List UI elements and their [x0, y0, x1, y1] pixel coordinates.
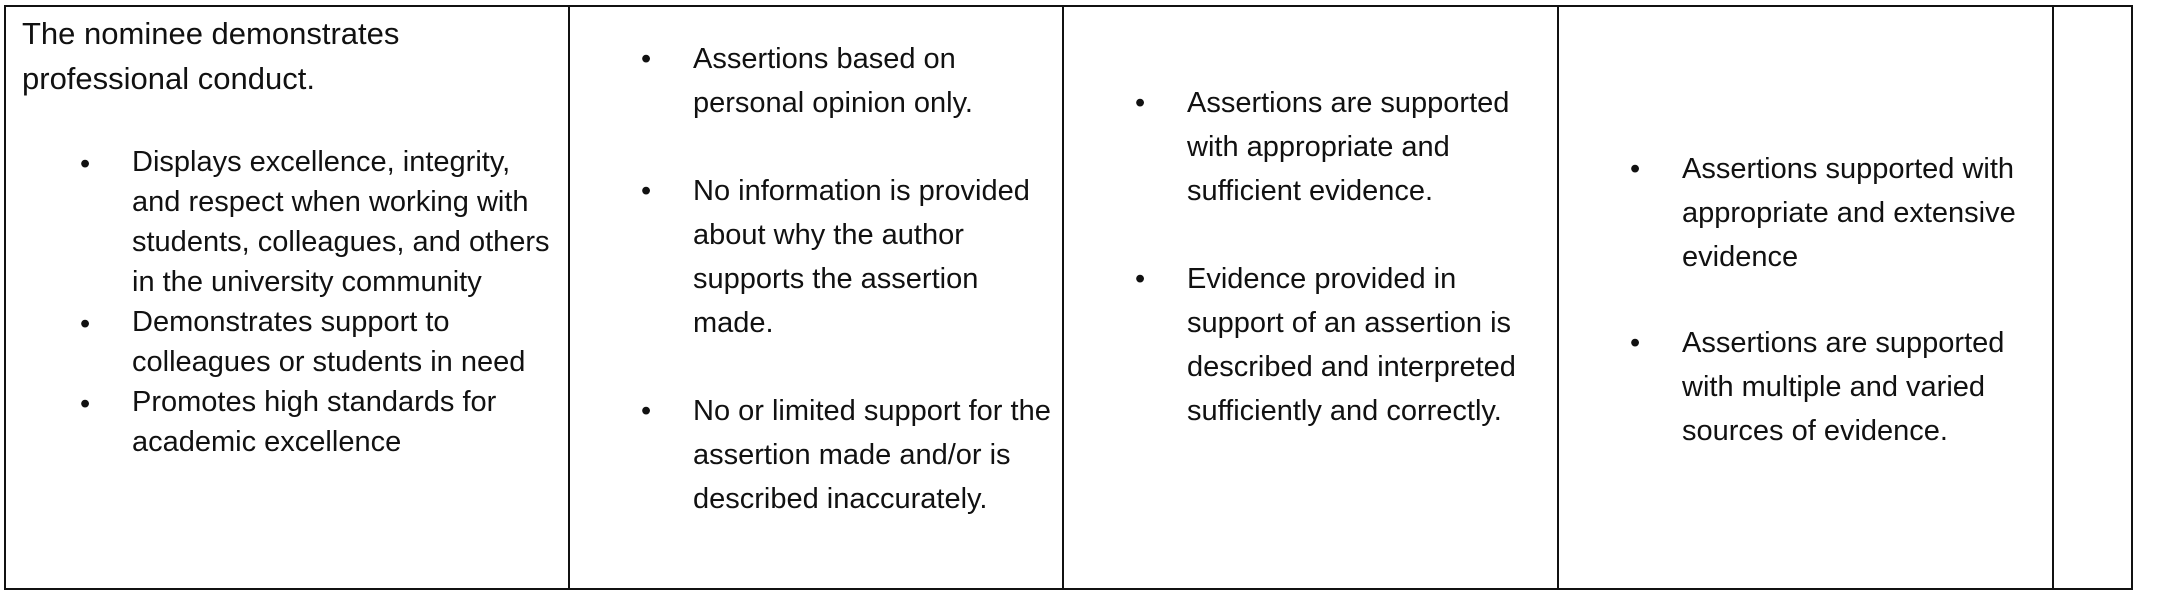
criterion-title: The nominee demonstrates professional conduct.: [22, 16, 400, 96]
list-item: • Evidence provided in support of an assertion is described and interpreted sufficiently and correctly.: [1187, 257, 1547, 433]
rubric-table-row: [4, 5, 2133, 590]
criterion-bullet-list: [132, 142, 552, 462]
level-2-bullet-list: [1187, 81, 1547, 477]
score-cell[interactable]: [2054, 7, 2135, 588]
list-item: • Displays excellence, integrity, and respect when working with students, colleagues, and others in the university community: [132, 142, 552, 302]
list-item: • Demonstrates support to colleagues or students in need: [132, 302, 552, 382]
list-item: • Assertions are supported with appropriate and sufficient evidence.: [1187, 81, 1547, 213]
level-3-bullet-list: [1682, 147, 2042, 495]
list-item: • Assertions supported with appropriate and extensive evidence: [1682, 147, 2042, 279]
list-item: • No information is provided about why the author supports the assertion made.: [693, 169, 1053, 345]
level-1-bullet-list: [693, 37, 1053, 565]
level-3-cell: [1559, 7, 2054, 588]
list-item: • No or limited support for the assertion made and/or is described inaccurately.: [693, 389, 1053, 521]
level-1-cell: [570, 7, 1064, 588]
criterion-cell: [6, 7, 570, 588]
list-item: • Promotes high standards for academic excellence: [132, 382, 552, 462]
list-item: • Assertions are supported with multiple and varied sources of evidence.: [1682, 321, 2042, 453]
level-2-cell: [1064, 7, 1559, 588]
list-item: • Assertions based on personal opinion only.: [693, 37, 1053, 125]
